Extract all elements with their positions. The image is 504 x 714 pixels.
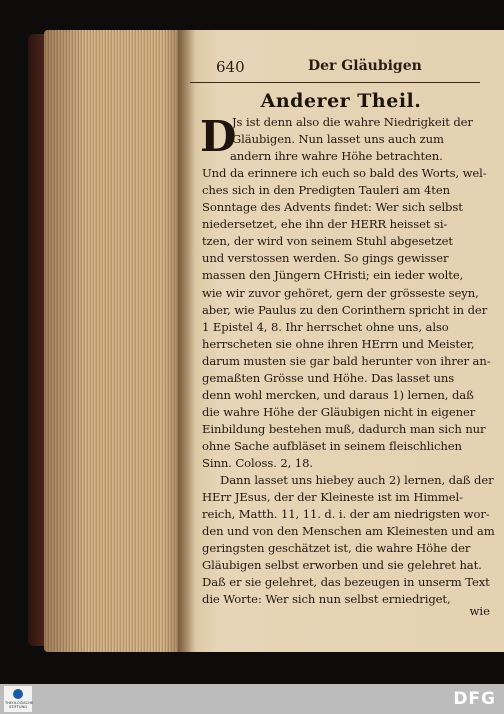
text-line: Gläubigen selbst erworben und sie gelehret hat.	[202, 558, 482, 573]
library-logo-icon	[13, 689, 23, 699]
text-line: Daß er sie gelehret, das bezeugen in unserm Text	[202, 575, 490, 590]
text-line: 1 Epistel 4, 8. Ihr herrschet ohne uns, also	[202, 319, 449, 334]
text-line: die wahre Höhe der Gläubigen nicht in eigener	[202, 404, 476, 419]
text-line: ohne Sache aufbläset in seinem fleischlichen	[202, 438, 462, 453]
text-line: massen den Jüngern CHristi; ein ieder wolte,	[202, 268, 464, 283]
page-edges-shade	[44, 30, 184, 652]
text-line: ches sich in den Predigten Tauleri am 4ten	[202, 183, 450, 198]
library-logo-text: THEOLOGISCHE STIFTUNG	[5, 701, 34, 709]
text-line: die Worte: Wer sich nun selbst erniedriget,	[202, 592, 451, 607]
text-line: denn wohl mercken, und daraus 1) lernen, daß	[202, 387, 474, 402]
text-line: Dann lasset uns hiebey auch 2) lernen, daß der	[220, 473, 494, 488]
page-header	[190, 58, 490, 80]
header-rule	[190, 82, 480, 83]
text-line: tzen, der wird von seinem Stuhl abgesetzet	[202, 234, 453, 249]
dfg-logo: DFG	[453, 689, 496, 709]
text-line: Sinn. Coloss. 2, 18.	[202, 456, 313, 470]
running-head: Der Gläubigen	[308, 58, 422, 74]
drop-cap: D	[200, 112, 237, 161]
text-line: andern ihre wahre Höhe betrachten.	[230, 149, 443, 164]
text-line: Und da erinnere ich euch so bald des Worts, wel-	[202, 166, 487, 181]
text-line: Js ist denn also die wahre Niedrigkeit der	[232, 115, 473, 129]
text-line: Einbildung bestehen muß, dadurch man sich nur	[202, 421, 486, 436]
text-line: gemaßten Grösse und Höhe. Das lasset uns	[202, 370, 455, 385]
text-line: Gläubigen. Nun lasset uns auch zum	[232, 132, 444, 147]
text-line: herrscheten sie ohne ihren HErrn und Meister,	[202, 336, 475, 351]
page-number: 640	[216, 58, 245, 76]
text-line: geringsten geschätzet ist, die wahre Höhe der	[202, 541, 471, 556]
text-line: niedersetzet, ehe ihn der HERR heisset si-	[202, 217, 448, 232]
text-line: und verstossen werden. So gings gewisser	[202, 251, 449, 266]
text-line: reich, Matth. 11, 11. d. i. der am niedrigsten wor-	[202, 507, 490, 522]
page-gutter	[178, 30, 196, 652]
text-line: HErr JEsus, der der Kleineste ist im Himmel-	[202, 490, 463, 505]
library-logo	[4, 686, 32, 712]
text-line: darum musten sie gar bald herunter von ihrer an-	[202, 353, 491, 368]
catchword: wie	[469, 604, 490, 618]
section-title: Anderer Theil.	[260, 90, 422, 112]
viewer-footer	[0, 684, 504, 714]
text-line: den und von den Menschen am Kleinesten und am	[202, 524, 495, 539]
text-line: Sonntage des Advents findet: Wer sich selbst	[202, 200, 463, 215]
text-line: wie wir zuvor gehöret, gern der grösseste seyn,	[202, 285, 479, 300]
text-line: aber, wie Paulus zu den Corinthern spricht in der	[202, 302, 488, 317]
